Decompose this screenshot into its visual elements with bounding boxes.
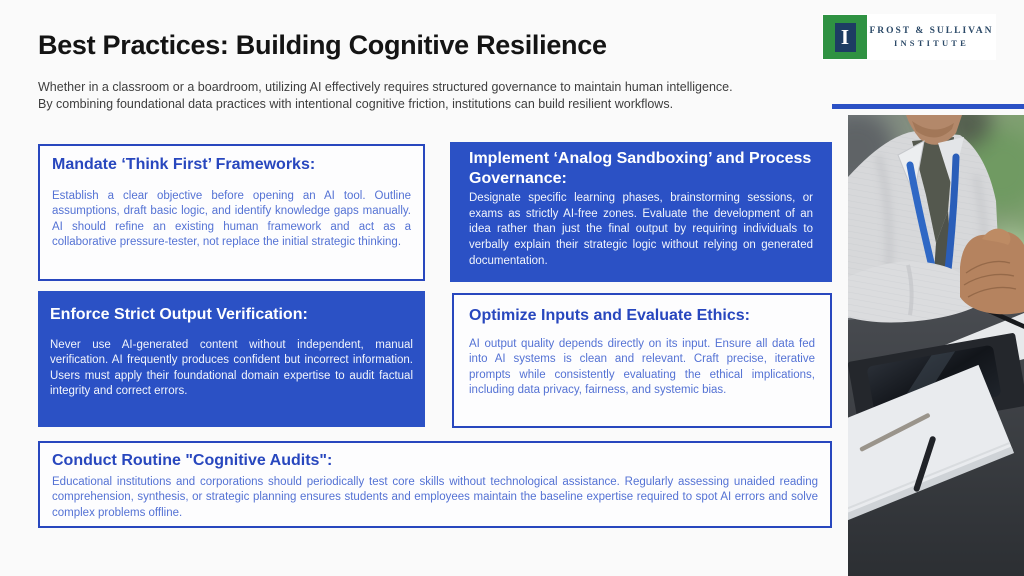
card-body: Educational institutions and corporations should periodically test core skills without technological assistance. Regularly assessing unaided reading comprehension, synthesis, or strategic planning ensures students and employees maintain the baseline expertise required to spot AI errors and solve complex problems offline. (52, 475, 818, 519)
subtitle-line-2: By combining foundational data practices with intentional cognitive friction, institutions can build resilient workflows. (38, 96, 674, 111)
office-photo-illustration (848, 115, 1024, 576)
card-body: Designate specific learning phases, brainstorming sessions, or exams as strictly AI-free zones. Evaluate the development of an idea rather than just the final output by requiring individuals to verbally explain their strategic logic without relying on generated documentation. (469, 192, 813, 267)
card-body: AI output quality depends directly on its input. Ensure all data fed into AI systems is clean and relevant. Craft precise, iterative prompts while consistently evaluating the ethical implications, including data privacy, fairness, and systemic bias. (469, 337, 815, 397)
card-body: Never use AI-generated content without independent, manual verification. AI frequently produces confident but incorrect information. Users must apply their foundational domain expertise to audit factual integrity and correct errors. (50, 338, 413, 398)
subtitle-line-1: Whether in a classroom or a boardroom, utilizing AI effectively requires structured governance to maintain human intelligence. (38, 80, 733, 94)
card-title: Conduct Routine "Cognitive Audits": (52, 452, 333, 469)
card-cognitive-audits (38, 441, 832, 528)
card-title: Implement ‘Analog Sandboxing’ and Process Governance: (469, 150, 812, 187)
card-title: Mandate ‘Think First’ Frameworks: (52, 156, 316, 173)
slide-subtitle (38, 79, 818, 112)
card-think-first (38, 144, 425, 281)
card-optimize-inputs (452, 293, 832, 428)
card-title: Optimize Inputs and Evaluate Ethics: (469, 307, 750, 324)
logo-mark (823, 15, 867, 59)
page-title: Best Practices: Building Cognitive Resilience (38, 30, 607, 60)
logo-name-line-1: FROST & SULLIVAN (869, 26, 994, 36)
logo-text (867, 26, 996, 48)
frost-sullivan-logo (822, 14, 996, 60)
card-title: Enforce Strict Output Verification: (50, 306, 308, 323)
photo-hands (960, 231, 1024, 314)
logo-name-line-2: INSTITUTE (893, 38, 970, 48)
accent-rule (832, 104, 1024, 109)
card-analog-sandboxing (450, 142, 832, 282)
logo-column-icon: I (835, 23, 856, 52)
card-output-verification (38, 291, 425, 427)
office-photo (848, 115, 1024, 576)
card-body: Establish a clear objective before opening an AI tool. Outline assumptions, draft basic logic, and identify knowledge gaps manually. AI should refine an existing human framework and act as a collaborative pressure-tester, not replace the initial strategic thinking. (52, 189, 411, 249)
